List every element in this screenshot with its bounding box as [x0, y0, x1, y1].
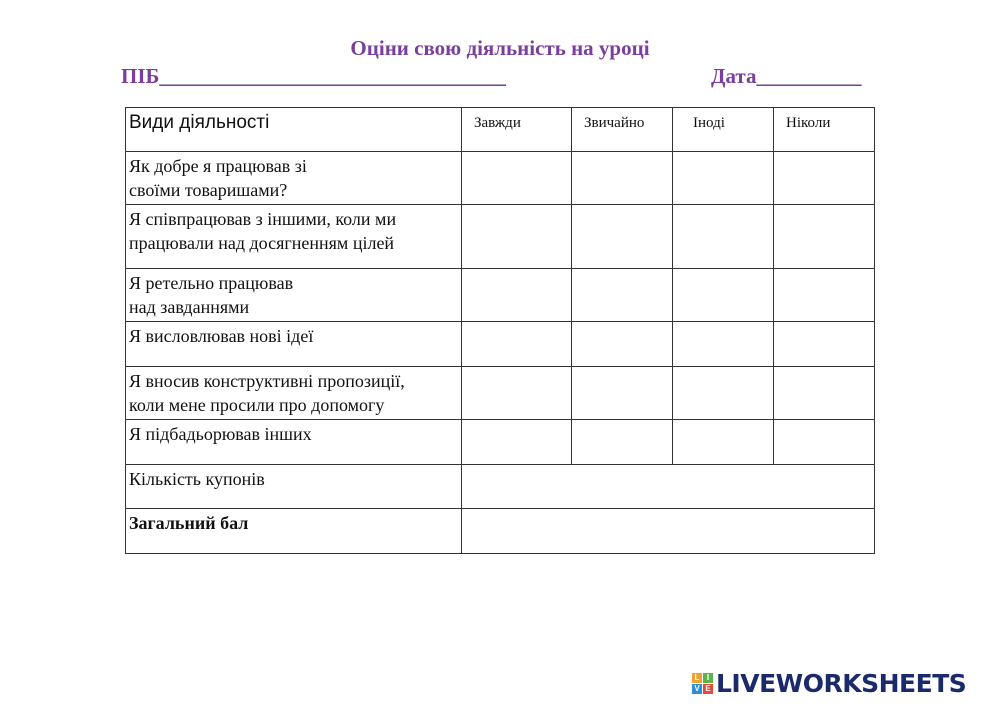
- activity-label: [126, 367, 462, 420]
- column-usually: Звичайно: [572, 108, 673, 152]
- activity-label-line1: Я вносив конструктивні пропозиції,: [129, 371, 405, 391]
- worksheet-title: Оціни свою діяльність на уроці: [350, 36, 650, 60]
- activity-label-line1: Як добре я працював зі: [129, 156, 307, 176]
- self-assessment-table: [125, 107, 875, 554]
- liveworksheets-logo: [692, 668, 966, 698]
- activity-label: [126, 322, 462, 367]
- activity-label-line1: Я підбадьорював інших: [129, 424, 312, 444]
- liveworksheets-mark-icon: [692, 673, 713, 694]
- table-row: [126, 322, 875, 367]
- coupons-row: [126, 465, 875, 509]
- date-label: Дата: [711, 64, 757, 88]
- activity-label-line2: над завданнями: [129, 297, 250, 317]
- answer-cell-never[interactable]: [774, 269, 875, 322]
- answer-cell-sometimes[interactable]: [673, 205, 774, 269]
- answer-cell-sometimes[interactable]: [673, 269, 774, 322]
- table-row: [126, 269, 875, 322]
- date-line[interactable]: _______: [756, 64, 830, 88]
- answer-cell-always[interactable]: [462, 152, 572, 205]
- date-field: [711, 64, 861, 89]
- activity-label-line2: своїми товаришами?: [129, 180, 288, 200]
- table-row: [126, 152, 875, 205]
- activity-label: [126, 205, 462, 269]
- answer-cell-never[interactable]: [774, 367, 875, 420]
- coupons-input-cell[interactable]: [462, 465, 875, 509]
- answer-cell-always[interactable]: [462, 322, 572, 367]
- answer-cell-always[interactable]: [462, 205, 572, 269]
- activity-label: [126, 152, 462, 205]
- answer-cell-usually[interactable]: [572, 205, 673, 269]
- total-score-input-cell[interactable]: [462, 509, 875, 554]
- activity-label-line2: коли мене просили про допомогу: [129, 395, 385, 415]
- logo-mark-letter: I: [703, 673, 713, 683]
- coupons-label: Кількість купонів: [126, 465, 462, 509]
- activity-label-line2: працювали над досягненням цілей: [129, 233, 395, 253]
- activity-label-line1: Я висловлював нові ідеї: [129, 326, 314, 346]
- logo-mark-letter: V: [692, 684, 702, 694]
- activity-label: [126, 269, 462, 322]
- table-row: [126, 420, 875, 465]
- total-score-label: Загальний бал: [126, 509, 462, 554]
- answer-cell-sometimes[interactable]: [673, 420, 774, 465]
- name-label: ПІБ: [121, 64, 160, 88]
- total-row: [126, 509, 875, 554]
- activity-label-line1: Я ретельно працював: [129, 273, 294, 293]
- activity-label-line1: Я співпрацював з іншими, коли ми: [129, 209, 397, 229]
- answer-cell-sometimes[interactable]: [673, 152, 774, 205]
- column-always: Завжди: [462, 108, 572, 152]
- table-row: [126, 367, 875, 420]
- answer-cell-never[interactable]: [774, 322, 875, 367]
- answer-cell-usually[interactable]: [572, 367, 673, 420]
- table-row: [126, 205, 875, 269]
- answer-cell-always[interactable]: [462, 367, 572, 420]
- answer-cell-never[interactable]: [774, 205, 875, 269]
- answer-cell-sometimes[interactable]: [673, 322, 774, 367]
- answer-cell-sometimes[interactable]: [673, 367, 774, 420]
- answer-cell-usually[interactable]: [572, 152, 673, 205]
- answer-cell-always[interactable]: [462, 420, 572, 465]
- answer-cell-never[interactable]: [774, 420, 875, 465]
- header-row: [126, 108, 875, 152]
- logo-text: LIVEWORKSHEETS: [716, 668, 967, 698]
- answer-cell-usually[interactable]: [572, 269, 673, 322]
- activity-column-header: Види діяльності: [126, 108, 462, 152]
- column-never: Ніколи: [774, 108, 875, 152]
- date-line-tail: ___: [829, 64, 862, 88]
- answer-cell-usually[interactable]: [572, 420, 673, 465]
- answer-cell-never[interactable]: [774, 152, 875, 205]
- logo-mark-letter: L: [692, 673, 702, 683]
- name-field: [121, 64, 506, 89]
- logo-mark-letter: E: [703, 684, 713, 694]
- activity-label: [126, 420, 462, 465]
- answer-cell-always[interactable]: [462, 269, 572, 322]
- answer-cell-usually[interactable]: [572, 322, 673, 367]
- name-line[interactable]: _________________________________: [159, 64, 506, 88]
- column-sometimes: Іноді: [673, 108, 774, 152]
